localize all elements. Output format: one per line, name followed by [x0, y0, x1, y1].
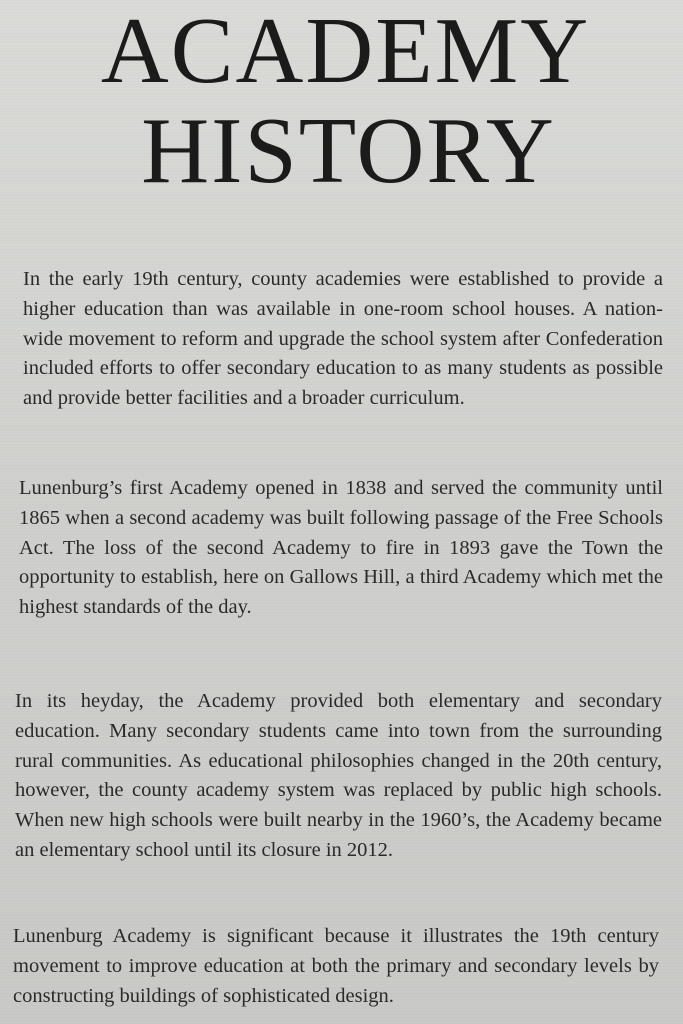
sign-title-line-2: HISTORY: [141, 99, 556, 203]
paragraph-lunenburg-academies: Lunenburg’s first Academy opened in 1838 and served the community until 1865 when a second academy was built following passage of the Free Schools Act. The loss of the second Academy to fire in 1893 gave the Town the opportunity to establish, here on Gallows Hill, a third Academy which met the highest standards of the day.: [19, 477, 663, 619]
paragraph-significance: Lunenburg Academy is significant because it illustrates the 19th century movement to improve education at both the primary and secondary levels by constructing buildings of sophisticated design.: [13, 925, 659, 1007]
paragraph-early-academies: In the early 19th century, county academies were established to provide a higher education than was available in one-room school houses. A nation-wide movement to reform and upgrade the school system after Confederation included efforts to offer secondary education to as many students as possible and provide better facilities and a broader curriculum.: [23, 268, 663, 410]
paragraph-academy-heyday: In its heyday, the Academy provided both elementary and secondary education. Many secondary students came into town from the surrounding rural communities. As educational philosophies changed in the 20th century, however, the county academy system was replaced by public high schools. When new high schools were built nearby in the 1960’s, the Academy became an elementary school until its closure in 2012.: [15, 690, 662, 861]
sign-title-line-1: ACADEMY: [100, 0, 591, 103]
